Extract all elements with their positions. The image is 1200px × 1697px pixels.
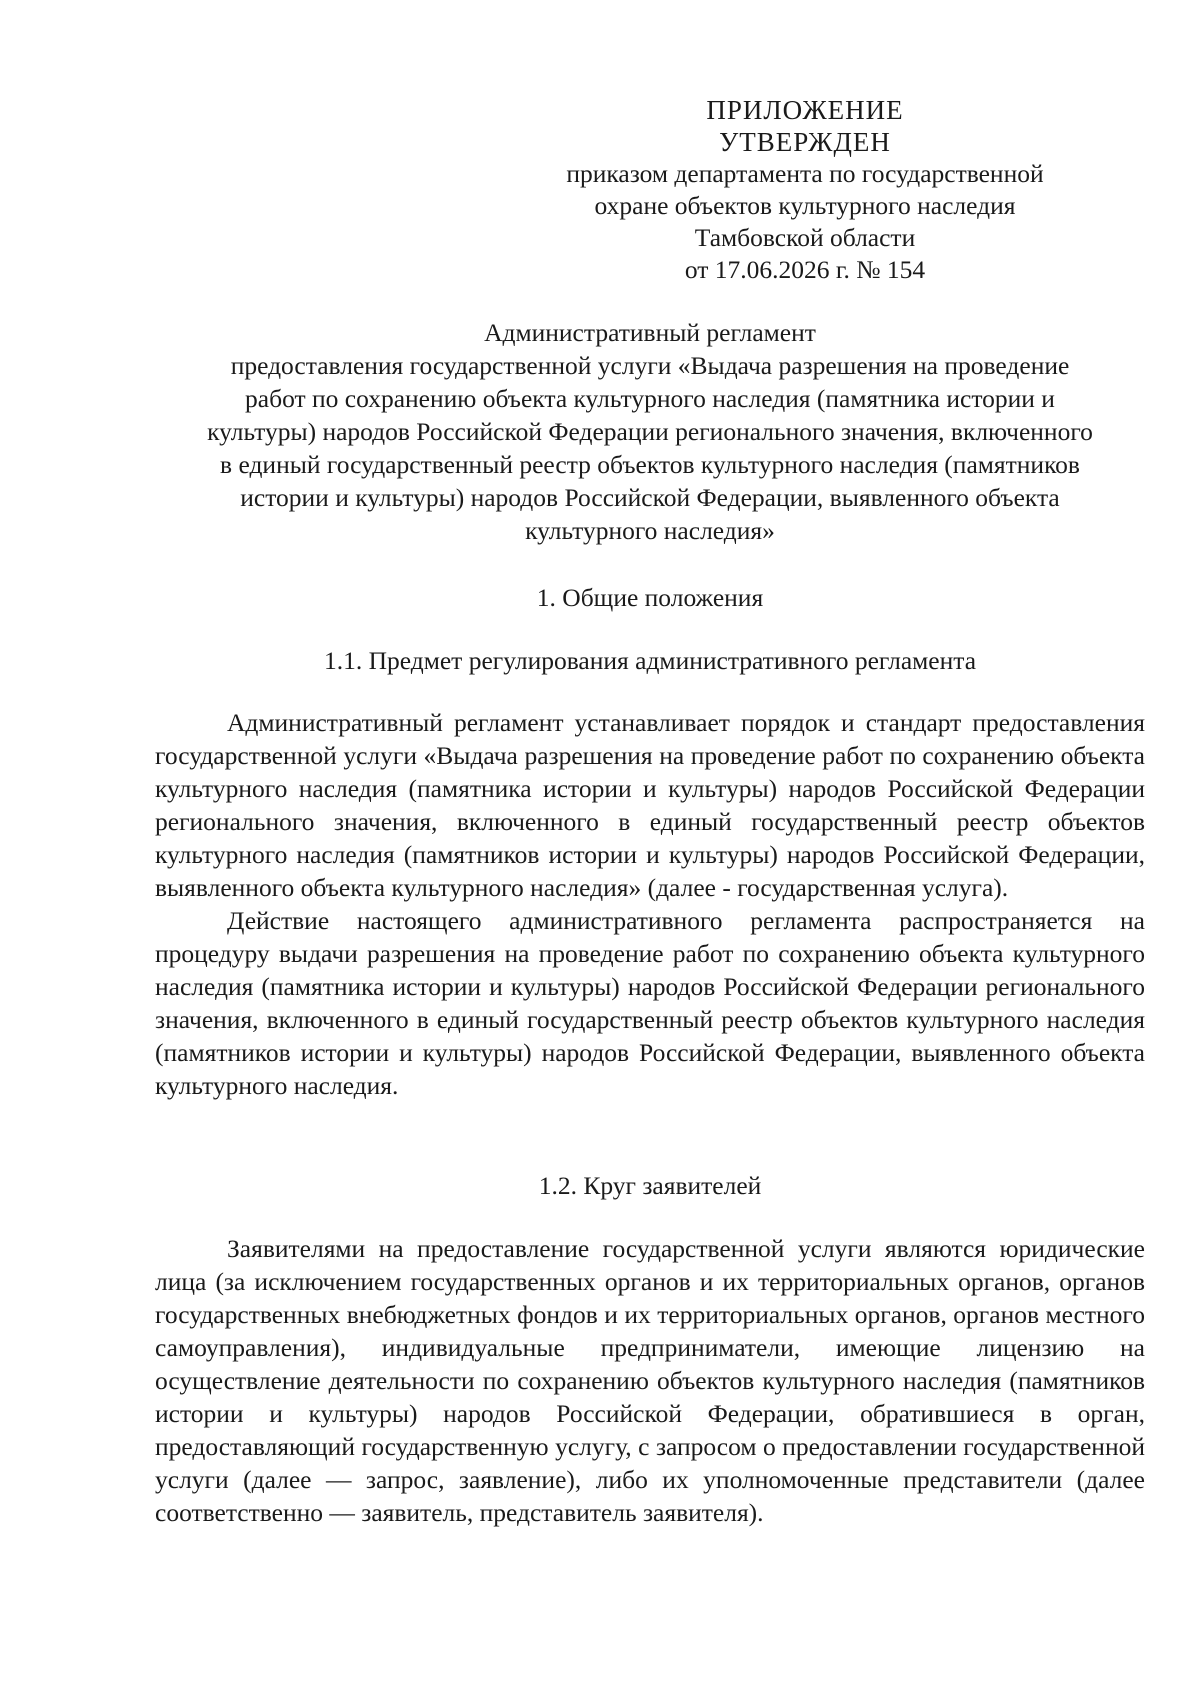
section-heading: 1. Общие положения	[536, 583, 764, 612]
document-title-line: истории и культуры) народов Российской Федерации, выявленного объекта	[240, 483, 1060, 512]
paragraph: Заявителями на предоставление государственной услуги являются юридические лица (за исключением государственных органов и их территориальных органов, органов государственных внебюджетных фондов и их территориальных органов, органов местного самоуправления), индивидуальные предприниматели, имеющие лицензию на осуществление деятельности по сохранению объектов культурного наследия (памятников истории и культуры) народов Российской Федерации, обратившиеся в орган, предоставляющий государственную услугу, с запросом о предоставлении государственной услуги (далее — запрос, заявление), либо их уполномоченные представители (далее соответственно — заявитель, представитель заявителя).	[155, 1234, 1145, 1527]
approval-date-number: от 17.06.2026 г. № 154	[684, 255, 926, 284]
paragraph: Действие настоящего административного регламента распространяется на процедуру выдачи разрешения на проведение работ по сохранению объекта культурного наследия (памятника истории и культуры) народов Российской Федерации регионального значения, включенного в единый государственный реестр объектов культурного наследия (памятников истории и культуры) народов Российской Федерации, выявленного объекта культурного наследия.	[155, 906, 1145, 1100]
approval-department-line: охране объектов культурного наследия	[594, 191, 1016, 220]
approved-label: УТВЕРЖДЕН	[719, 127, 891, 157]
paragraph: Административный регламент устанавливает порядок и стандарт предоставления государственной услуги «Выдача разрешения на проведение работ по сохранению объекта культурного наследия (памятника истории и культуры) народов Российской Федерации регионального значения, включенного в единый государственный реестр объектов культурного наследия (памятников истории и культуры) народов Российской Федерации, выявленного объекта культурного наследия» (далее - государственная услуга).	[155, 708, 1145, 902]
document-title-line: работ по сохранению объекта культурного наследия (памятника истории и	[245, 384, 1055, 413]
document-title-line: предоставления государственной услуги «Выдача разрешения на проведение	[230, 351, 1070, 380]
approval-region-line: Тамбовской области	[694, 223, 916, 252]
document-title-line: в единый государственный реестр объектов культурного наследия (памятников	[220, 450, 1080, 479]
document-title-line: культурного наследия»	[525, 516, 775, 545]
subsection-1-1-body	[155, 706, 1145, 1102]
document-title-line: Административный регламент	[484, 318, 816, 347]
subsection-heading: 1.2. Круг заявителей	[538, 1171, 762, 1200]
approval-order-line: приказом департамента по государственной	[566, 159, 1044, 188]
appendix-label: ПРИЛОЖЕНИЕ	[706, 95, 904, 125]
document-title	[150, 316, 1150, 547]
subsection-1-2-body	[155, 1232, 1145, 1529]
subsection-heading: 1.1. Предмет регулирования административного регламента	[323, 646, 977, 675]
document-title-line: культуры) народов Российской Федерации регионального значения, включенного	[207, 417, 1093, 446]
approval-stamp-block	[520, 94, 1090, 286]
